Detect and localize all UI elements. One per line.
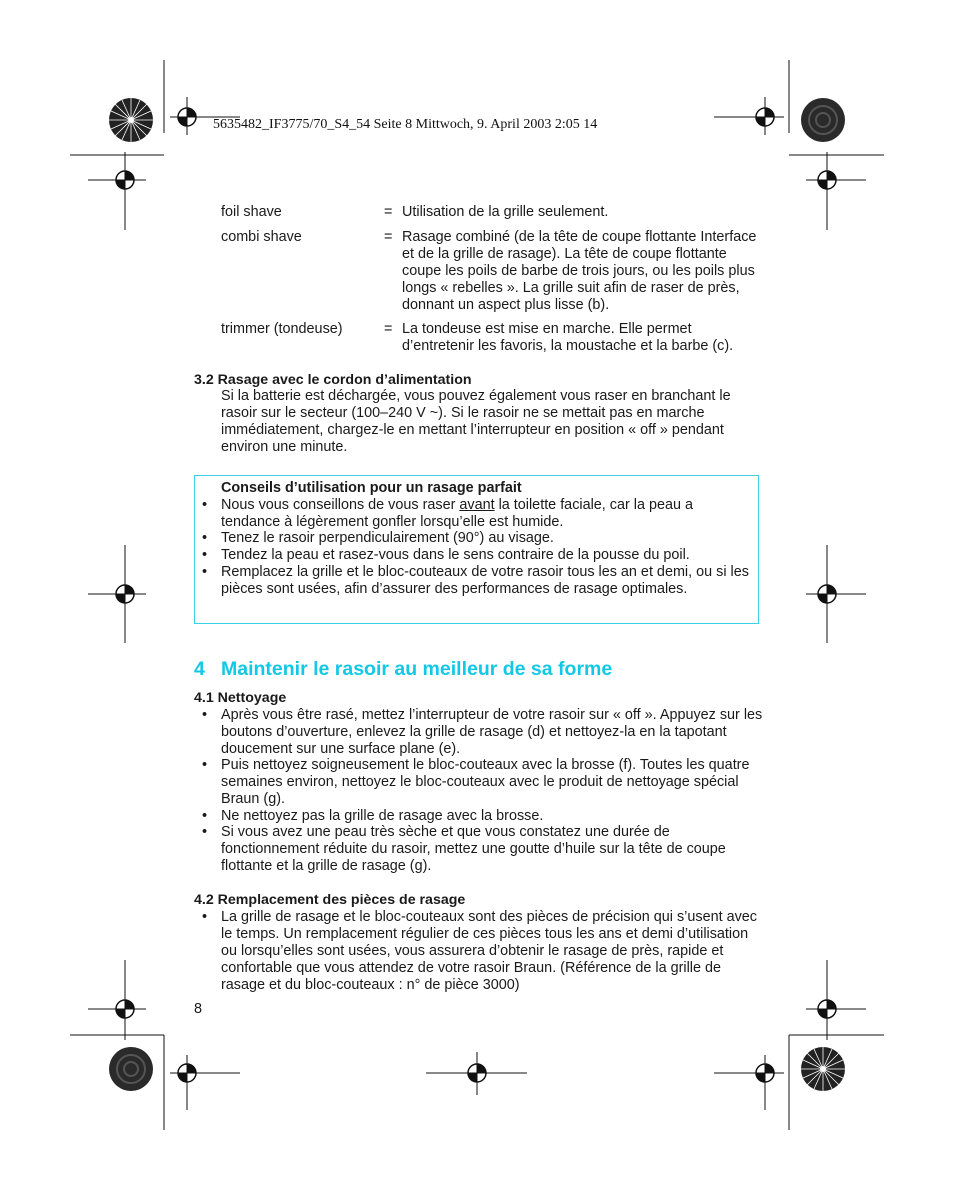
section-4-2-heading: 4.2 Remplacement des pièces de rasage <box>194 892 466 908</box>
bullet: • <box>202 707 208 723</box>
bullet: • <box>202 757 208 773</box>
mode-term-combi: combi shave <box>221 229 302 245</box>
section-4-1-heading: 4.1 Nettoyage <box>194 690 287 706</box>
bullet: • <box>202 547 208 563</box>
page-number: 8 <box>194 1001 203 1017</box>
list-item: La grille de rasage et le bloc-couteaux sont des pièces de précision qui s’usent avec le temps. Un remplacement régulier de ces pièces tous les ans et demi d’utilisation ou lorsqu’elles sont usées, vous assurera d’obtenir le rasage de près, rapide et confortable que vous attendez de votre rasoir Braun. (Référence de la grille de rasage et du bloc-couteaux : n° de pièce 3000) <box>221 909 757 993</box>
equals-sign: = <box>384 229 393 245</box>
bullet: • <box>202 808 208 824</box>
mode-def-combi: Rasage combiné (de la tête de coupe flottante Interface et de la grille de rasage). La tête de coupe flottante coupe les poils de barbe de trois jours, ou les poils plus longs « rebelles ». La grille suit afin de raser de près, donnant un aspect plus lisse (b). <box>402 229 757 313</box>
mode-def-trimmer: La tondeuse est mise en marche. Elle permet d’entretenir les favoris, la moustache et la barbe (c). <box>402 321 734 354</box>
emphasis-avant: avant <box>459 497 495 513</box>
mode-term-trimmer: trimmer (tondeuse) <box>221 321 343 337</box>
bullet: • <box>202 497 208 513</box>
list-item: Si vous avez une peau très sèche et que vous constatez une durée de fonctionnement réduite du rasoir, mettez une goutte d’huile sur la tête de coupe flottante et la grille de rasage (g). <box>221 824 726 874</box>
section-4-heading <box>194 658 612 681</box>
section-3-2-text: Si la batterie est déchargée, vous pouvez également vous raser en branchant le rasoir sur le secteur (100–240 V ~). Si le rasoir ne se mettait pas en marche immédiatement, chargez-le en mettant l’interrupteur en position « off » pendant environ une minute. <box>221 388 731 455</box>
equals-sign: = <box>384 321 393 337</box>
bullet: • <box>202 530 208 546</box>
print-slug: 5635482_IF3775/70_S4_54 Seite 8 Mittwoch, 9. April 2003 2:05 14 <box>213 117 598 132</box>
bullet: • <box>202 564 208 580</box>
equals-sign: = <box>384 204 393 220</box>
section-title: Maintenir le rasoir au meilleur de sa forme <box>221 658 613 680</box>
section-number: 4 <box>194 658 205 680</box>
tip-item: Nous vous conseillons de vous raser avant la toilette faciale, car la peau a tendance à légèrement gonfler lorsqu’elle est humide. <box>221 497 693 530</box>
section-3-2-heading: 3.2 Rasage avec le cordon d’alimentation <box>194 372 472 388</box>
mode-def-foil: Utilisation de la grille seulement. <box>402 204 609 220</box>
tip-item: Tendez la peau et rasez-vous dans le sens contraire de la pousse du poil. <box>221 547 690 563</box>
mode-term-foil: foil shave <box>221 204 282 220</box>
bullet: • <box>202 909 208 925</box>
tip-item: Remplacez la grille et le bloc-couteaux de votre rasoir tous les an et demi, ou si les pièces sont usées, afin d’assurer des performances de rasage optimales. <box>221 564 749 597</box>
bullet: • <box>202 824 208 840</box>
list-item: Après vous être rasé, mettez l’interrupteur de votre rasoir sur « off ». Appuyez sur les boutons d’ouverture, enlevez la grille de rasage (d) et nettoyez-la en la tapotant doucement sur une surface plane (e). <box>221 707 763 757</box>
list-item: Ne nettoyez pas la grille de rasage avec la brosse. <box>221 808 544 824</box>
list-item: Puis nettoyez soigneusement le bloc-couteaux avec la brosse (f). Toutes les quatre semaines environ, nettoyez le bloc-couteaux avec le produit de nettoyage spécial Braun (g). <box>221 757 750 807</box>
tips-heading: Conseils d’utilisation pour un rasage parfait <box>221 480 522 496</box>
tip-item: Tenez le rasoir perpendiculairement (90°) au visage. <box>221 530 554 546</box>
